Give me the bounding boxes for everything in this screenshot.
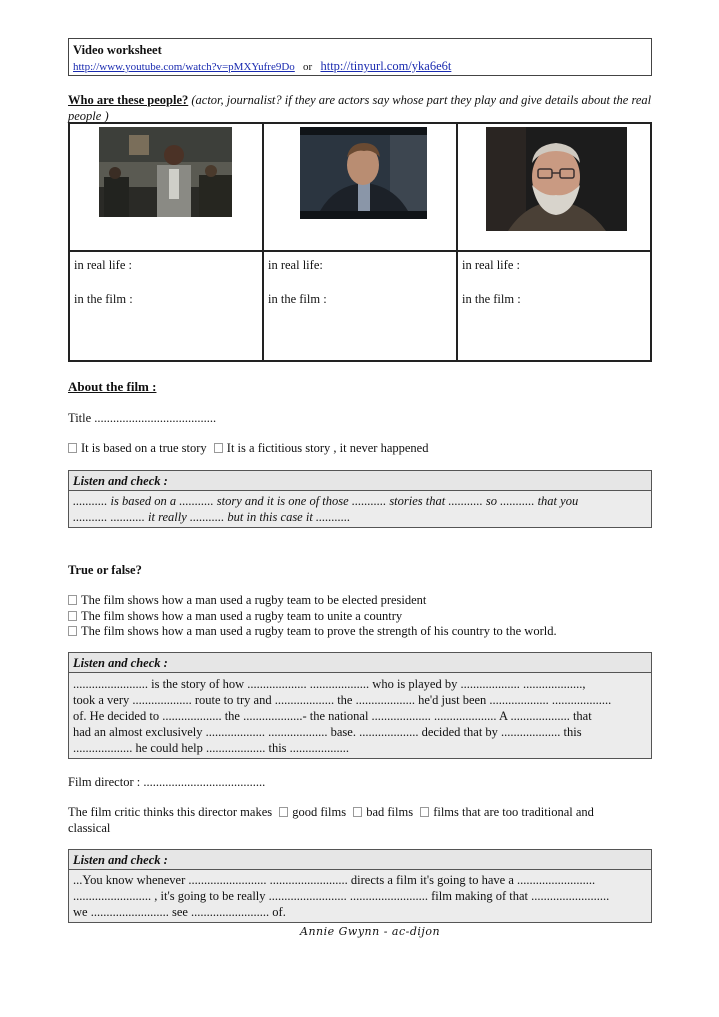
people-table — [68, 122, 652, 362]
photo-cell-3 — [457, 123, 651, 251]
tinyurl-link[interactable]: http://tinyurl.com/yka6e6t — [320, 59, 452, 73]
man-in-dark-suit-photo — [300, 127, 427, 219]
listen-check-body-1 — [69, 491, 651, 527]
tf-statement-3: The film shows how a man used a rugby team to prove the strength of his country to the world. — [81, 624, 557, 638]
bad-films-checkbox[interactable] — [353, 807, 362, 817]
real-life-label-2: in real life: — [268, 258, 323, 272]
who-question — [68, 92, 658, 124]
story-type-options — [68, 440, 428, 456]
photo-cell-1 — [69, 123, 263, 251]
cloze-line: took a very ................... route to try and ................... the ................... he'd just been ................... ................... — [73, 693, 612, 707]
bearded-man-with-glasses-photo — [486, 127, 627, 231]
listen-check-box-2 — [68, 652, 652, 759]
critic-prefix: The film critic thinks this director makes — [68, 805, 276, 819]
cloze-line: ................... he could help ................... this ................... — [73, 741, 350, 755]
tf-checkbox-2[interactable] — [68, 611, 77, 621]
good-films-checkbox[interactable] — [279, 807, 288, 817]
who-question-heading: Who are these people? — [68, 93, 189, 107]
man-in-grey-suit-photo — [99, 127, 232, 217]
film-title-line: Title ....................................... — [68, 411, 217, 425]
in-film-label-1: in the film : — [74, 292, 133, 306]
true-story-checkbox[interactable] — [68, 443, 77, 453]
author-signature: Annie Gwynn - ac-dijon — [300, 925, 441, 938]
in-film-label-3: in the film : — [462, 292, 521, 306]
who-question-hint: (actor, journalist? if they are actors say whose part they play and give details about the real people ) — [68, 93, 652, 123]
person-info-2 — [263, 251, 457, 361]
listen-check-heading-2: Listen and check : — [69, 653, 651, 673]
real-life-label-3: in real life : — [462, 258, 520, 272]
in-film-label-2: in the film : — [268, 292, 327, 306]
traditional-films-checkbox[interactable] — [420, 807, 429, 817]
worksheet-title: Video worksheet — [73, 43, 162, 57]
good-films-label: good films — [292, 805, 347, 819]
header-box — [68, 38, 652, 76]
person-info-1 — [69, 251, 263, 361]
person-info-3 — [457, 251, 651, 361]
cloze-line: ........... is based on a ........... story and it is one of those ........... stories that ........... so ........... that you — [73, 494, 579, 508]
fictitious-story-label: It is a fictitious story , it never happened — [226, 441, 429, 455]
film-director-line: Film director : ....................................... — [68, 775, 266, 789]
cloze-line: had an almost exclusively ................... ................... base. ................... decided that by ................... this — [73, 725, 582, 739]
listen-check-box-1 — [68, 470, 652, 528]
cloze-line: ...You know whenever ......................... ......................... directs a film it's going to have a ......................... — [73, 873, 596, 887]
about-film-heading: About the film : — [68, 379, 157, 394]
bad-films-label: bad films — [366, 805, 414, 819]
true-story-label: It is based on a true story — [81, 441, 207, 455]
tf-statement-2: The film shows how a man used a rugby team to unite a country — [81, 609, 403, 623]
listen-check-body-2 — [69, 673, 651, 758]
traditional-films-label: films that are too traditional and — [433, 805, 594, 819]
tf-checkbox-1[interactable] — [68, 595, 77, 605]
photo-cell-2 — [263, 123, 457, 251]
listen-check-heading-1: Listen and check : — [69, 471, 651, 491]
header-links — [73, 58, 647, 75]
cloze-line: of. He decided to ................... the ...................- the national ................... .................... A ................... that — [73, 709, 592, 723]
real-life-label-1: in real life : — [74, 258, 132, 272]
tf-item-3 — [68, 623, 557, 639]
tf-statement-1: The film shows how a man used a rugby team to be elected president — [81, 593, 427, 607]
tf-item-2 — [68, 608, 402, 624]
true-false-heading: True or false? — [68, 563, 142, 577]
tf-checkbox-3[interactable] — [68, 626, 77, 636]
cloze-line: we ......................... see ......................... of. — [73, 905, 286, 919]
cloze-line: ......................... , it's going to be really ......................... ......................... film making of that ......................... — [73, 889, 610, 903]
fictitious-story-checkbox[interactable] — [214, 443, 223, 453]
tf-item-1 — [68, 592, 426, 608]
youtube-link[interactable]: http://www.youtube.com/watch?v=pMXYufre9Do — [73, 61, 295, 73]
critic-opinion-line — [68, 804, 594, 820]
listen-check-box-3 — [68, 849, 652, 923]
critic-opinion-continuation: classical — [68, 821, 111, 835]
listen-check-heading-3: Listen and check : — [69, 850, 651, 870]
listen-check-body-3 — [69, 870, 651, 922]
or-text: or — [303, 61, 313, 73]
cloze-line: ........................ is the story of how ................... ................... who is played by ................... ..................., — [73, 677, 586, 691]
cloze-line: ........... ........... it really ........... but in this case it ........... — [73, 510, 351, 524]
